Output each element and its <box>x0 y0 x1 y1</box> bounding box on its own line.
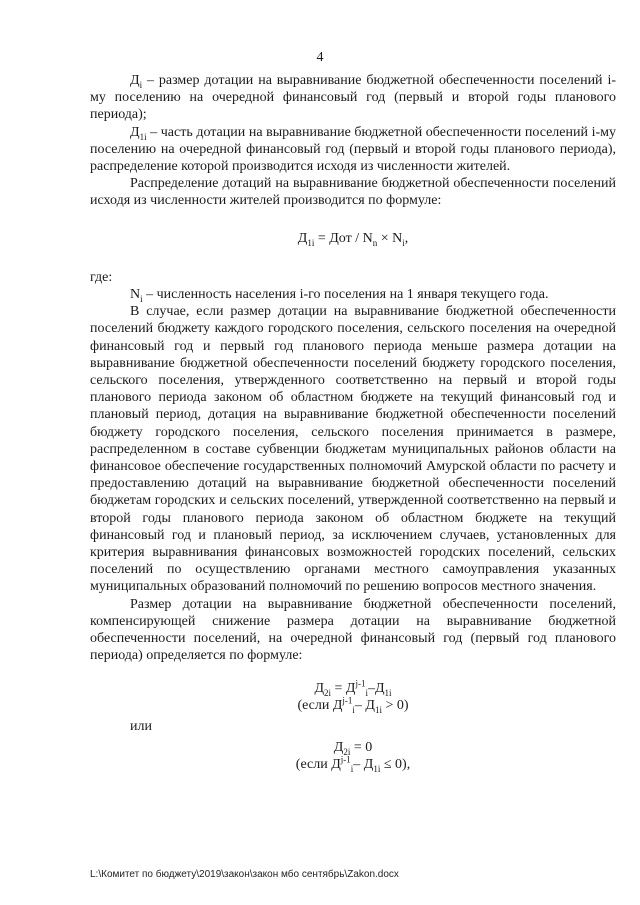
definition-text: – численность населения i-го поселения на 1 января текущего года. <box>142 287 549 303</box>
formula-part: × N <box>377 230 403 246</box>
formula-part: Д <box>314 680 324 696</box>
formula-part: (если Д <box>297 697 343 713</box>
where-label: где: <box>90 269 113 285</box>
formula-d2i-zero <box>90 739 616 756</box>
subscript: i <box>352 704 355 715</box>
superscript: j-1 <box>340 754 351 765</box>
page-number: 4 <box>316 50 324 65</box>
formula-part: = Дот / N <box>314 230 373 246</box>
definition-text: – размер дотации на выравнивание бюджетной обеспеченности поселений i-му поселению на очередной финансовый год (первый и второй годы планового периода); <box>90 73 616 123</box>
subscript: 1i <box>374 704 382 715</box>
condition-positive <box>90 697 616 714</box>
document-body <box>90 72 616 774</box>
symbol-d: Д <box>130 73 140 88</box>
formula-part: = Д <box>331 680 356 696</box>
or-label: или <box>130 718 152 734</box>
paragraph-case: В случае, если размер дотации на выравнивание бюджетной обеспеченности поселений бюджету каждого городского поселения, сельского поселения на очередной финансовый год и первый год планового периода меньше размера дотации на выравнивание бюджетной обеспеченности поселений бюджету городского поселения, сельского поселения, утвержденного соответственно на первый и второй годы планового периода законом об областном бюджете на текущий финансовый год и плановый период, дотация на выравнивание бюджетной обеспеченности поселений бюджету городского поселения, сельского поселения принимается в размере, распределенном в составе субвенции бюджетам муниципальных районов области на финансовое обеспечение государственных полномочий Амурской области по расчету и предоставлению дотаций на выравнивание бюджетной обеспеченности поселений бюджетам городских и сельских поселений, утвержденной соответственно на первый и второй годы планового периода законом об областном бюджете на текущий финансовый год и плановый период, за исключением случаев, установленных для критерия выравнивания финансовых возможностей городских поселений, сельских поселений по осуществлению органами местного самоуправления указанных муниципальных образований полномочий по решению вопросов местного значения. <box>90 304 616 595</box>
subscript: i <box>402 237 405 248</box>
formula-d1i <box>90 230 616 247</box>
superscript: j-1 <box>355 677 366 688</box>
formula-part: ≤ 0), <box>380 757 411 773</box>
subscript: 1i <box>384 687 392 698</box>
formula-part: = 0 <box>350 740 373 756</box>
formula-part: , <box>404 230 409 246</box>
subscript: n <box>372 237 378 248</box>
formula-part: –Д <box>367 680 385 696</box>
formula-d2i <box>90 677 616 698</box>
formula-part: – Д <box>353 757 374 773</box>
paragraph-distribution: Распределение дотаций на выравнивание бюджетной обеспеченности поселений исходя из численности жителей производится по формуле: <box>90 176 616 209</box>
symbol-n: N <box>130 287 141 303</box>
definition-text: – часть дотации на выравнивание бюджетной обеспеченности поселений i-му поселению на очередной финансовый год (первый и второй годы планового периода), распределение которой производится исходя из численности жителей. <box>90 124 616 175</box>
formula-part: – Д <box>354 697 375 713</box>
formula-part: > 0) <box>382 697 409 713</box>
subscript: 2i <box>324 687 332 698</box>
paragraph-definition-di <box>90 72 616 124</box>
paragraph-compensating: Размер дотации на выравнивание бюджетной обеспеченности поселений, компенсирующей снижение размера дотации на выравнивание бюджетной обеспеченности поселений, на очередной финансовый год (первый год планового периода) определяется по формуле: <box>90 596 616 664</box>
formula-part: Д <box>297 230 308 246</box>
subscript: 1i <box>139 131 147 142</box>
superscript: j-1 <box>342 695 353 706</box>
subscript: 2i <box>343 746 351 757</box>
condition-nonpositive <box>90 756 616 773</box>
subscript: i <box>350 764 354 775</box>
subscript: 1i <box>373 764 381 775</box>
formula-part: Д <box>333 740 344 756</box>
symbol-d: Д <box>130 124 140 140</box>
subscript: i <box>140 293 143 304</box>
file-path-footer: L:\Комитет по бюджету\2019\закон\закон мбо сентябрь\Zakon.docx <box>90 869 399 880</box>
formula-part: (если Д <box>295 757 341 773</box>
subscript: i <box>365 687 368 698</box>
subscript: i <box>139 79 143 90</box>
paragraph-definition-ni <box>90 286 616 303</box>
subscript: 1i <box>307 237 315 248</box>
paragraph-definition-d1i <box>90 124 616 176</box>
